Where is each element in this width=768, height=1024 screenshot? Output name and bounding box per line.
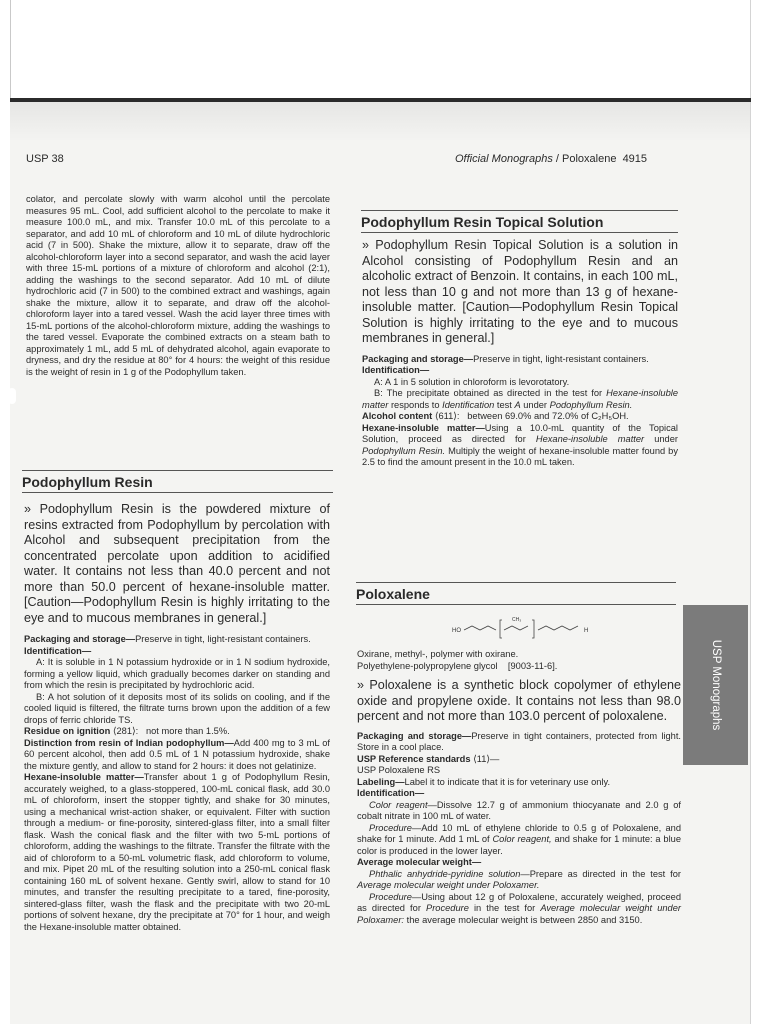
sol-packaging-label: Packaging and storage—	[362, 353, 474, 364]
alcohol-ref: ⟨611⟩:	[434, 411, 460, 421]
usp-reference-standards	[357, 754, 681, 766]
identification-procedure	[357, 823, 681, 858]
phthalic-solution	[357, 869, 681, 892]
labeling	[357, 777, 681, 789]
phthalic-text: Prepare as directed in the test for	[529, 868, 681, 879]
sol-id-b-text: B: The precipitate obtained as directed in the test for	[374, 388, 607, 398]
chemical-structure-diagram	[450, 612, 610, 642]
left-continuation	[26, 194, 330, 378]
scan-edge	[10, 0, 11, 100]
sol-id-b-text: test	[494, 399, 515, 410]
sol-hexane-label: Hexane-insoluble matter—	[362, 422, 485, 433]
continuation-paragraph: colator, and percolate slowly with warm alcohol until the percolate measures 95 mL. Cool, add sufficient alcohol to the percolate to make it measure 100.0 mL, and mix. Transfer 10.0 mL of this percolate to a separator, and add 10 mL of chloroform and 10 mL of dilute hydrochloric acid (7 in 500). Shake the mixture, allow it to separate, draw off the alcohol-chloroform layer into a second separator, and wash the acid layer with three 15-mL portions of a mixture of chloroform and alcohol (2:1), adding the washings to the second separator. Add 10 mL of dilute hydrochloric acid (7 in 500) to the combined extract and washings, again shake the mixture, allow it to separate, and draw off the alcohol-chloroform layer into a tared vessel. Wash the acid layer three times with 15-mL portions of the alcohol-chloroform mixture, adding the washings to the tared vessel. Evaporate the combined extracts on a steam bath to approximately 1 mL, add 5 mL of dehydrated alcohol, again evaporate to dryness, and dry the residue at 80° for 4 hours: the weight of this residue is the weight of resin in 1 g of the Podophyllum taken.	[26, 194, 330, 377]
avg-procedure-label: Procedure—	[369, 891, 422, 902]
structure-label-ho: HO	[452, 628, 461, 634]
usp-monographs-side-tab	[683, 605, 748, 765]
structure-bracket	[532, 620, 534, 638]
residue-ref: ⟨281⟩:	[112, 726, 139, 736]
page-number: 4915	[622, 153, 648, 165]
usp-ref-text: USP Poloxalene RS	[357, 765, 441, 775]
sol-identification-b	[362, 388, 678, 411]
page-edge	[750, 0, 751, 1024]
distinction-test	[24, 738, 330, 773]
sol-packaging-text: Preserve in tight, light-resistant containers.	[473, 353, 649, 364]
header-monograph-name: Poloxalene	[562, 153, 617, 165]
identification-a: A: It is soluble in 1 N potassium hydroxide or in 1 N sodium hydroxide, forming a yellow liquid, which gradually becomes darker on standing and from which the resin is precipitated by hydrochloric acid.	[24, 657, 330, 690]
phthalic-ref: Average molecular weight under Poloxamer.	[357, 880, 540, 890]
header-book-title: Official Monographs	[455, 153, 553, 165]
chemical-name-1: Oxirane, methyl-, polymer with oxirane.	[357, 649, 519, 659]
side-tab-label: USP Monographs	[709, 639, 722, 731]
residue-label: Residue on ignition	[24, 726, 111, 736]
sol-identification-a: A: A 1 in 5 solution in chloroform is levorotatory.	[374, 376, 570, 387]
avg-procedure-ref: Procedure	[426, 903, 469, 913]
avg-procedure-text: Using about 12 g of Poloxalene, accurately weighed, proceed as directed for	[357, 891, 681, 913]
avg-procedure-text: in the test for	[468, 903, 541, 913]
sol-hexane-text: Multiply the weight of hexane-insoluble matter found by 2.5 to find the amount present in the 10.0 mL taken.	[362, 445, 678, 467]
procedure-label: Procedure—	[369, 822, 422, 833]
labeling-text: Label it to indicate that it is for veterinary use only.	[404, 776, 611, 787]
page-top-rule	[10, 98, 751, 102]
sol-hexane-text: Using a 10.0-mL quantity of the Topical Solution, proceed as directed for	[362, 422, 678, 444]
running-header-left: USP 38	[26, 153, 64, 165]
alcohol-content	[362, 411, 678, 423]
hexane-insoluble-matter	[24, 772, 330, 933]
poloxalene-body	[357, 649, 681, 926]
cas-number: [9003-11-6].	[507, 660, 558, 671]
polox-packaging-text: Preserve in tight containers, protected from light. Store in a cool place.	[357, 730, 681, 752]
packaging-storage	[24, 634, 330, 646]
structure-bond	[538, 626, 578, 630]
phthalic-label: Phthalic anhydride-pyridine solution—	[369, 868, 530, 879]
average-molecular-weight-heading: Average molecular weight—	[357, 857, 482, 867]
sol-hexane-ref: Podophyllum Resin.	[362, 445, 446, 456]
avg-procedure-text: the average molecular weight is between 2850 and 3150.	[404, 914, 643, 925]
monograph-title-topical-solution: Podophyllum Resin Topical Solution	[361, 210, 678, 233]
sol-id-b-text: responds to	[388, 399, 443, 410]
alcohol-label: Alcohol content	[362, 411, 433, 421]
residue-on-ignition	[24, 726, 330, 738]
sol-packaging-storage	[362, 354, 678, 366]
podophyllum-resin-intro: » Podophyllum Resin is the powdered mixture of resins extracted from Podophyllum by percolation with Alcohol and subsequent precipitation from the concentrated percolate upon addition to acidified water. It contains not less than 40.0 percent and not more than 50.0 percent of hexane-insoluble matter. [Caution—Podophyllum Resin is highly irritating to the eye and to mucous membranes in general.]	[24, 502, 330, 625]
header-separator: /	[552, 153, 562, 165]
distinction-label: Distinction from resin of Indian podophyllum—	[24, 737, 234, 748]
chemical-name-2-line	[357, 661, 681, 673]
procedure-ref: Color reagent,	[492, 834, 552, 844]
sol-id-b-ref: Podophyllum Resin.	[549, 399, 633, 410]
distinction-text: Add 400 mg to 3 mL of 60 percent alcohol, then add 0.5 mL of 1 N potassium hydroxide, shake the mixture gently, and allow to stand for 2 hours: it does not gelatinize.	[24, 737, 330, 771]
sol-identification-heading: Identification—	[362, 365, 430, 375]
structure-label-h: H	[584, 628, 589, 634]
usp-ref-label: USP Reference standards	[357, 753, 471, 764]
left-monograph-body	[24, 502, 330, 933]
monograph-title-podophyllum-resin: Podophyllum Resin	[22, 470, 333, 493]
topical-solution-body	[362, 238, 678, 469]
identification-heading: Identification—	[24, 645, 92, 656]
sol-hexane-ref: Hexane-insoluble matter	[535, 434, 645, 444]
hexane-label: Hexane-insoluble matter—	[24, 772, 144, 782]
sol-id-b-ref: Hexane-insoluble matter	[362, 388, 678, 410]
page-shadow	[10, 102, 750, 142]
structure-label-ch3: CH₃	[512, 617, 522, 623]
chemical-name-2: Polyethylene-polypropylene glycol	[357, 660, 498, 671]
packaging-label: Packaging and storage—	[24, 634, 136, 644]
polox-packaging-storage	[357, 731, 681, 754]
structure-bracket	[500, 620, 502, 638]
procedure-text: and shake for 1 minute: a blue color is produced in the lower layer.	[357, 834, 682, 856]
procedure-text: Add 10 mL of ethylene chloride to 0.5 g of Poloxalene, and shake for 1 minute. Add 1 mL of	[357, 822, 681, 844]
alcohol-text: between 69.0% and 72.0% of C₂H₅OH.	[467, 411, 629, 421]
identification-b: B: A hot solution of it deposits most of its solids on cooling, and if the cooled liquid is filtered, the filtrate turns brown upon the addition of a few drops of ferric chloride TS.	[24, 691, 330, 725]
labeling-label: Labeling—	[357, 776, 405, 787]
sol-hexane-insoluble	[362, 423, 678, 469]
sol-id-b-ref: Identification	[442, 399, 495, 410]
usp-ref-ref: ⟨11⟩—	[473, 753, 500, 764]
color-reagent-text: Dissolve 12.7 g of ammonium thiocyanate and 2.0 g of cobalt nitrate in 100 mL of water.	[357, 799, 681, 821]
hexane-text: Transfer about 1 g of Podophyllum Resin, accurately weighed, to a glass-stoppered, 100-mL conical flask, add 30.0 mL of chloroform, insert the stopper tightly, and shake for 30 minutes, using a mechanical wrist-action shaker, or equivalent. Filter with suction through a medium- or fine-porosity, sintered-glass filter, into a small filter flask. Wash the conical flask and the filter with two 5-mL portions of chloroform, adding the washings to the filtrate. Transfer the filtrate with the aid of chloroform to a 50-mL volumetric flask, add chloroform to volume, and mix. Pipet 20 mL of the resulting solution into a 250-mL conical flask containing 160 mL of solvent hexane. Gently swirl, allow to stand for 10 minutes, and transfer the resulting precipitate to a tared, fine-porosity, sintered-glass filter, wash the flask and the precipitate with two 20-mL portions of solvent hexane, dry the precipitate at 70° for 1 hour, and weigh the Hexane-insoluble matter obtained.	[24, 772, 330, 932]
polox-identification-heading: Identification—	[357, 788, 425, 798]
color-reagent	[357, 800, 681, 823]
scan-background	[0, 0, 768, 100]
sol-id-b-ref: A	[514, 399, 521, 410]
monograph-title-poloxalene: Poloxalene	[356, 582, 676, 605]
residue-text: not more than 1.5%.	[145, 726, 230, 736]
poloxalene-intro: » Poloxalene is a synthetic block copolymer of ethylene oxide and propylene oxide. It contains not less than 98.0 percent and not more than 103.0 percent of poloxalene.	[357, 678, 681, 723]
packaging-text: Preserve in tight, light-resistant containers.	[135, 634, 311, 644]
punch-hole	[8, 388, 16, 404]
avg-procedure-ref: Average molecular weight under Poloxamer:	[357, 903, 681, 925]
running-header-right	[455, 153, 647, 165]
sol-hexane-text: under	[644, 434, 678, 444]
structure-bond	[464, 626, 496, 630]
color-reagent-label: Color reagent—	[369, 799, 437, 810]
topical-solution-intro: » Podophyllum Resin Topical Solution is a solution in Alcohol consisting of Podophyllum Resin and an alcoholic extract of Benzoin. It contains, in each 100 mL, not less than 10 g and not more than 13 g of hexane-insoluble matter. [Caution—Podophyllum Resin Topical Solution is highly irritating to the eye and to mucous membranes in general.]	[362, 238, 678, 345]
structure-bond	[504, 626, 528, 630]
avg-procedure	[357, 892, 681, 927]
sol-id-b-text: under	[520, 399, 550, 410]
polox-packaging-label: Packaging and storage—	[357, 730, 472, 741]
